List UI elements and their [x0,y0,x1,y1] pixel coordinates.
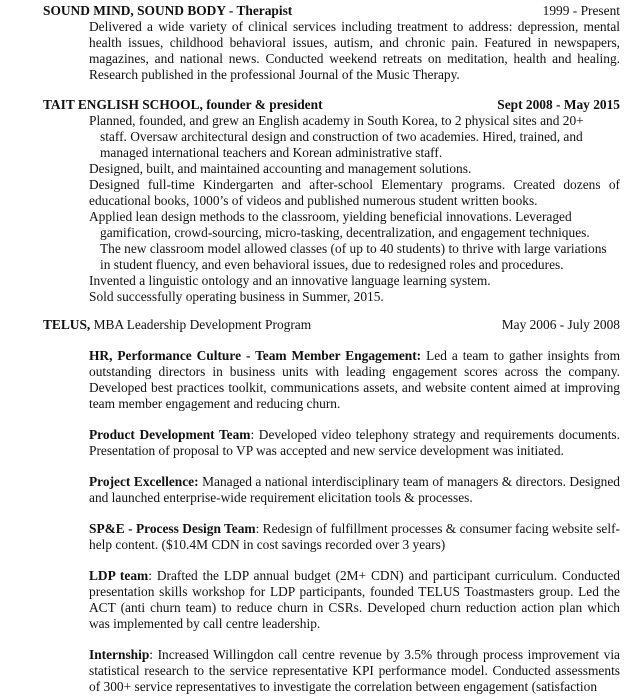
item-line: in student fluency, and even behavioral issues, due to redesigned roles and procedures. [100,257,564,272]
section-project-excellence [89,474,620,506]
item-line: The new classroom model allowed classes (of up to 40 students) to thrive with large variations [100,241,607,256]
section-title: Project Excellence: [89,474,199,489]
section-internship [89,647,620,695]
job-dates: May 2006 - July 2008 [501,317,620,332]
section-text: : Drafted the LDP annual budget (2M+ CDN) and participant curriculum. Conducted presentation skills workshop for LDP participants, founded TELUS Toastmasters group. Led the ACT (anti churn team) to reduce churn in CSRs. Developed churn reduction action plan which was implemented by call centre leadership. [89,568,620,631]
item-line: Designed, built, and maintained accounting and management solutions. [89,161,472,176]
job-header-sound-mind [43,3,620,19]
item-line: Planned, founded, and grew an English academy in South Korea, to 2 physical sites and 20+ [89,113,584,128]
org-name: TAIT ENGLISH SCHOOL, founder & president [43,97,323,112]
job-header-telus [43,317,620,333]
job-dates: Sept 2008 - May 2015 [497,97,620,112]
job-item [89,113,620,161]
job-items [89,113,620,305]
role: MBA Leadership Development Program [90,317,312,332]
job-item: Designed full-time Kindergarten and after-school Elementary programs. Created dozens of educational books, 1000’s of videos and published numerous student written books. [89,177,620,208]
org-name: SOUND MIND, SOUND BODY [43,3,226,18]
section-text: Led a team to gather insights from outstanding directors in business units with leading engagement scores across the company. Developed best practices toolkit, communications assets, and website content aimed at improving team member engagement and reducing churn. [89,348,621,411]
org-name: TELUS, [43,317,91,332]
item-line: Invented a linguistic ontology and an innovative language learning system. [89,273,491,288]
section-text: : Increased Willingdon call centre revenue by 3.5% through process improvement via statistical research to the service representative KPI performance model. Conducted assessments of 300+ service representatives to investigate the correlation between engagement (satisfaction [89,647,620,694]
section-hr-engagement [89,348,620,412]
item-line: gamification, crowd-sourcing, micro-tasking, decentralization, and engagement techniques. [100,225,590,240]
job-item [89,273,620,289]
section-spe-process-design [89,521,620,553]
job-title [43,3,292,19]
job-item [89,289,620,305]
section-product-development [89,427,620,459]
item-line: Sold successfully operating business in Summer, 2015. [89,289,384,304]
role: - Therapist [225,3,293,18]
job-description: Delivered a wide variety of clinical services including treatment to address: depression, mental health issues, childhood behavioral issues, autism, and chronic pain. Featured in newspapers, magazines, and national news. Conducted weekend retreats on meditation, health and healing. Research published in the professional Journal of the Music Therapy. [89,19,620,82]
section-text: Managed a national interdisciplinary team of managers & directors. Designed and launched enterprise-wide requirement elicitation tools & processes. [89,474,621,505]
section-title: Product Development Team [89,427,251,442]
section-text: : Redesign of fulfillment processes & consumer facing website self-help content. ($10.4M CDN in cost savings recorded over 3 years) [89,521,620,552]
section-title: LDP team [89,568,149,583]
job-title [43,317,311,333]
section-title: SP&E - Process Design Team [89,521,256,536]
item-line: managed international teachers and Korean administrative staff. [100,145,443,160]
section-ldp-team [89,568,620,632]
section-text: : Developed video telephony strategy and requirements documents. Presentation of proposal to VP was accepted and new service development was initiated. [89,427,620,458]
job-dates: 1999 - Present [542,3,620,18]
section-title: HR, Performance Culture - Team Member Engagement: [89,348,422,363]
job-item [89,209,620,273]
job-header-tait [43,97,620,113]
job-item [89,161,620,177]
item-line: staff. Oversaw architectural design and construction of two academies. Hired, trained, and [100,129,583,144]
item-line: Applied lean design methods to the classroom, yielding beneficial innovations. Leveraged [89,209,572,224]
section-title: Internship [89,647,150,662]
